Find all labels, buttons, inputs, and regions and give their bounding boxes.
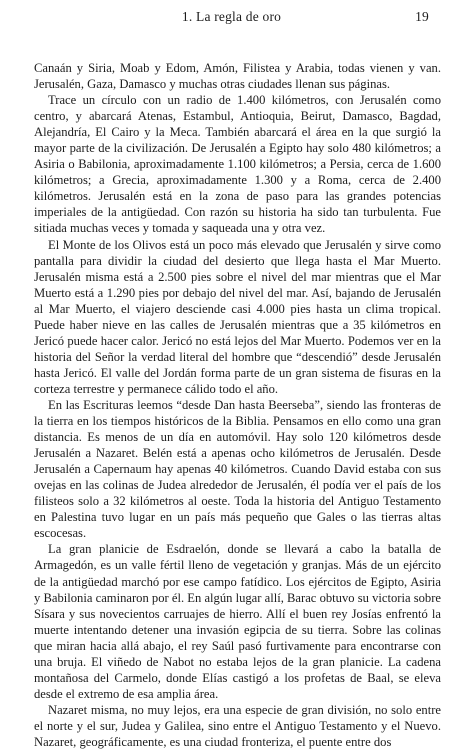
paragraph: La gran planicie de Esdraelón, donde se llevará a cabo la batalla de Armagedón, es un valle fértil lleno de vegetación y granjas. Más de un ejército de la antigüedad marchó por ese campo fatídico. Los ejércitos de Egipto, Asiria y Babilonia caminaron por él. En algún lugar allí, Barac obtuvo su victoria sobre Sísara y sus novecientos carruajes de hierro. Allí el buen rey Josías enfrentó la muerte intentando detener una invasión egipcia de su tierra. Sobre las colinas que miran hacia allá abajo, el rey Saúl pasó furtivamente para encontrarse con una bruja. El viñedo de Nabot no estaba lejos de la gran planicie. La cadena montañosa del Carmelo, donde Elías castigó a los profetas de Baal, se eleva desde el extremo de esa amplia área. [34, 542, 441, 701]
paragraph: Canaán y Siria, Moab y Edom, Amón, Filistea y Arabia, todas vienen y van. Jerusalén, Gaza, Damasco y muchas otras ciudades llenan sus páginas. [34, 61, 441, 92]
page-number: 19 [415, 9, 429, 24]
paragraph: El Monte de los Olivos está un poco más elevado que Jerusalén y sirve como pantalla para dividir la ciudad del desierto que llega hasta el Mar Muerto. Jerusalén misma está a 2.500 pies sobre el nivel del mar mientras que el Mar Muerto está a 1.290 pies por debajo del nivel del mar. Así, bajando de Jerusalén al Mar Muerto, el viajero desciende casi 4.000 pies hasta un clima tropical. Puede haber nieve en las calles de Jerusalén mientras que a 35 kilómetros en Jericó puede hacer calor. Jericó no está lejos del Mar Muerto. Podemos ver en la historia del Señor la verdad literal del hombre que “descendió” desde Jerusalén hasta Jericó. El valle del Jordán forma parte de un gran sistema de fisuras en la corteza terrestre y permanece cálido todo el año. [34, 237, 441, 396]
paragraph: En las Escrituras leemos “desde Dan hasta Beerseba”, siendo las fronteras de la tierra en los tiempos históricos de la Biblia. Pensamos en ello como una gran distancia. Es menos de un día en automóvil. Hay solo 120 kilómetros desde Jerusalén a Nazaret. Belén está a apenas ocho kilómetros de Jerusalén. Desde Jerusalén a Capernaum hay apenas 40 kilómetros. Cuando David estaba con sus ovejas en las colinas de Judea alrededor de Jerusalén, él podía ver el país de los filisteos solo a 32 kilómetros al oeste. Toda la historia del Antiguo Testamento en Palestina tuvo lugar en un país más pequeño que Gales o las tierras altas escocesas. [34, 397, 441, 541]
paragraph: Nazaret misma, no muy lejos, era una especie de gran división, no solo entre el norte y el sur, Judea y Galilea, sino entre el Antiguo Testamento y el Nuevo. Nazaret, geográficamente, es una ciudad fronteriza, el puente entre dos [34, 702, 441, 749]
running-header [0, 9, 463, 29]
paragraph: Trace un círculo con un radio de 1.400 kilómetros, con Jerusalén como centro, y abarcará Atenas, Estambul, Antioquia, Beirut, Damasco, Bagdad, Alejandría, El Cairo y la Meca. También abarcará el área en la que surgió la mayor parte de la civilización. De Jerusalén a Egipto hay solo 480 kilómetros; a Asiria o Babilonia, aproximadamente 1.100 kilómetros; a Persia, cerca de 1.600 kilómetros; a Grecia, aproximadamente 1.300 y a Roma, cerca de 2.400 kilómetros. Jerusalén está en la zona de paso para las grandes potencias imperiales de la antigüedad. Con razón su historia ha sido tan turbulenta. Fue sitiada muchas veces y tomada y saqueada una y otra vez. [34, 93, 441, 236]
running-title: 1. La regla de oro [181, 9, 282, 24]
body-text [34, 60, 441, 750]
